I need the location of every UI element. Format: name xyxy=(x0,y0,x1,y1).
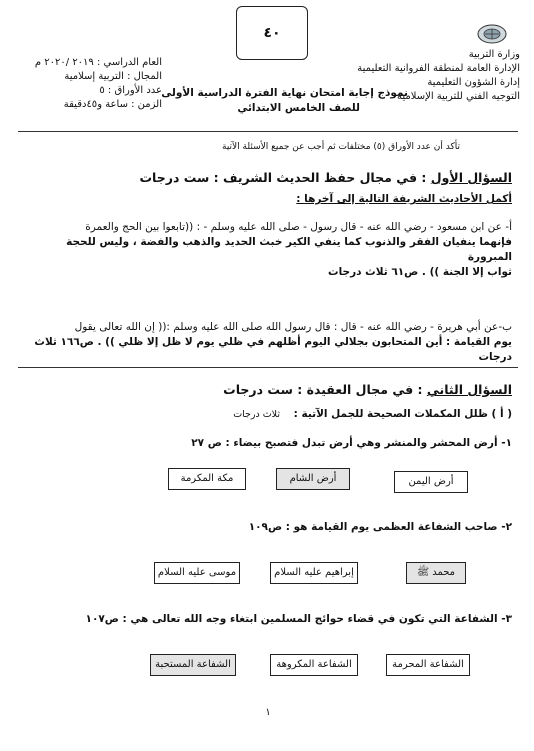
exam-title-block xyxy=(148,86,408,116)
q2-item2-option3[interactable]: موسى عليه السلام xyxy=(154,562,240,584)
hadith-a-line2: فإنهما ينفيان الفقر والذنوب كما ينفي الكير خبث الحديد والذهب والفضة ، وليس للحجة المبرورة xyxy=(66,236,512,263)
q1-subtitle: أكمل الأحاديث الشريفة التالية إلى آخرها : xyxy=(296,193,512,205)
hadith-b-line2: يوم القيامة : أين المتحابون بجلالي اليوم أظلهم في ظلي يوم لا ظل إلا ظلي )) . ص١٦٦ ثلاث درجات xyxy=(34,336,512,363)
directorate-name: الإدارة العامة لمنطقة الفروانية التعليمية xyxy=(357,63,520,74)
exam-title: نموذج إجابة امتحان نهاية الفترة الدراسية الأولى xyxy=(161,87,408,99)
ministry-logo xyxy=(476,22,508,46)
page-number: ١ xyxy=(265,707,271,718)
grade-level: للصف الخامس الابتدائي xyxy=(237,102,360,114)
q2-sub-a-marks: ثلاث درجات xyxy=(233,409,280,420)
q2-title-label: السؤال الثاني xyxy=(426,382,512,397)
q2-sub-a: ( أ ) ظلل المكملات الصحيحة للجمل الآتية : xyxy=(293,408,512,420)
exam-time: الزمن : ساعة و٤٥دقيقة xyxy=(63,99,162,110)
q1-title-label: السؤال الأول xyxy=(430,170,512,185)
q2-item2-option1[interactable]: محمد ﷺ xyxy=(406,562,466,584)
q2-item3-option3[interactable]: الشفاعة المستحبة xyxy=(150,654,236,676)
q2-title xyxy=(32,382,512,397)
hadith-a xyxy=(22,220,512,280)
q2-item1-question: ١- أرض المحشر والمنشر وهي أرض تبدل فتصبح بيضاء : ص ٢٧ xyxy=(191,437,512,449)
q2-item1-option3[interactable]: مكة المكرمة xyxy=(168,468,246,490)
hadith-a-line1: أ- عن ابن مسعود - رضي الله عنه - قال رسول - صلى الله عليه وسلم - : ((تابعوا بين الحج والعمرة xyxy=(85,221,512,233)
q2-item1-option1[interactable]: أرض اليمن xyxy=(394,471,468,493)
q2-item3-question: ٣- الشفاعة التي تكون في قضاء حوائج المسلمين ابتغاء وجه الله تعالى هي : ص١٠٧ xyxy=(85,613,512,625)
header-divider xyxy=(18,131,518,132)
hadith-b xyxy=(22,320,512,365)
section-divider xyxy=(18,367,518,368)
hadith-b-line1: ب-عن أبي هريرة - رضي الله عنه - قال : قال رسول الله صلى الله عليه وسلم :(( إن الله تعالى يقول xyxy=(74,321,512,333)
affairs-name: إدارة الشؤون التعليمية xyxy=(427,77,520,88)
school-year: العام الدراسي : ٢٠١٩ /٢٠٢٠ م xyxy=(34,57,162,68)
q2-item1-option2[interactable]: أرض الشام xyxy=(276,468,350,490)
hadith-a-line3: ثواب إلا الجنة )) . ص٦١ ثلاث درجات xyxy=(328,266,512,278)
q1-title-rest: : في مجال حفظ الحديث الشريف : ست درجات xyxy=(139,170,427,185)
q2-item3-option2[interactable]: الشفاعة المكروهة xyxy=(270,654,358,676)
ministry-name: وزارة التربية xyxy=(468,49,520,60)
q2-item2-option2[interactable]: إبراهيم عليه السلام xyxy=(270,562,358,584)
q2-title-rest: : في مجال العقيدة : ست درجات xyxy=(223,382,423,397)
subject-field: المجال : التربية إسلامية xyxy=(64,71,162,82)
q1-title xyxy=(32,170,512,185)
guidance-name: التوجيه الفني للتربية الإسلامية xyxy=(397,91,520,102)
q2-item2-question: ٢- صاحب الشفاعة العظمى يوم القيامة هو : ص١٠٩ xyxy=(248,521,512,533)
total-grade-box: ٤٠ xyxy=(236,6,308,60)
page-count: عدد الأوراق : ٥ xyxy=(99,85,162,96)
header-left xyxy=(14,56,162,112)
instruction: تأكد أن عدد الأوراق (٥) مختلفات ثم أجب عن جميع الأسئلة الآتية xyxy=(222,142,460,152)
q2-item3-option1[interactable]: الشفاعة المحرمة xyxy=(386,654,470,676)
